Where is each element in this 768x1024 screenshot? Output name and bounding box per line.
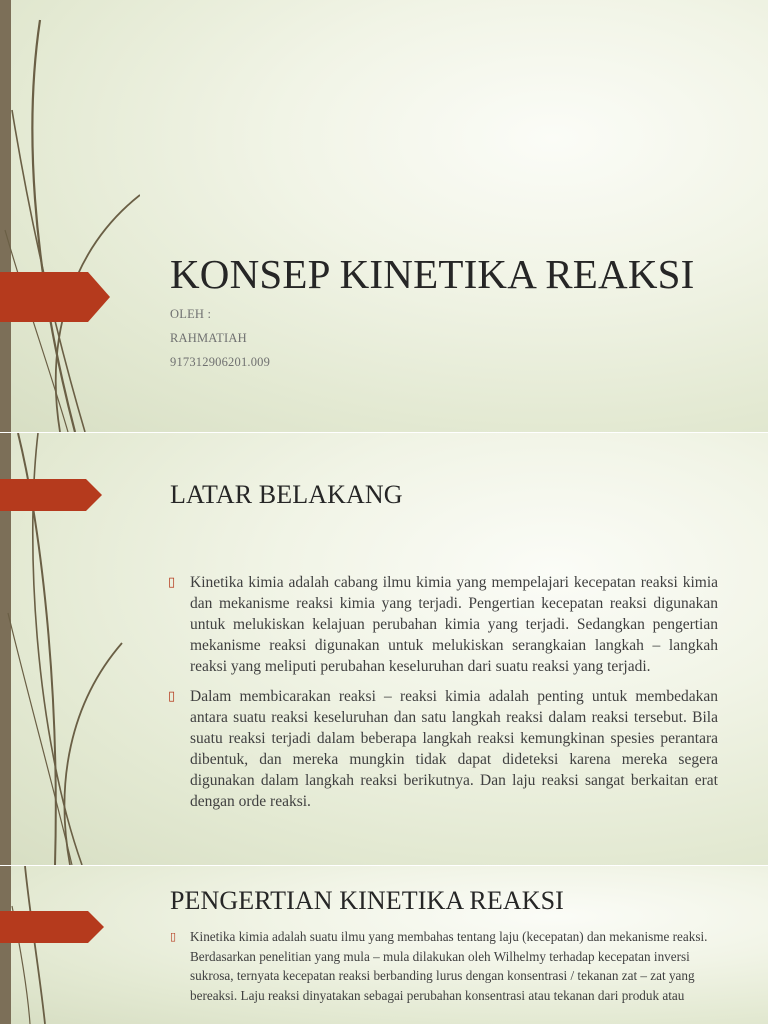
- subtitle-line-author: RAHMATIAH: [170, 331, 247, 345]
- decorative-swoosh-icon: [0, 866, 140, 1024]
- bullet-text: Kinetika kimia adalah cabang ilmu kimia yang mempelajari kecepatan reaksi kimia dan mekanisme reaksi kimia yang terjadi. Pengertian kecepatan reaksi digunakan untuk melukiskan kelajuan perubahan kimia yang terjadi. Sedangkan pengertian mekanisme reaksi digunakan untuk melukiskan serangkaian langkah – langkah reaksi yang meliputi perubahan keseluruhan dari suatu reaksi yang terjadi.: [190, 574, 718, 675]
- subtitle-line-by: OLEH :: [170, 307, 212, 321]
- list-item: [168, 686, 718, 812]
- presentation-title: KONSEP KINETIKA REAKSI: [170, 251, 695, 297]
- bullet-text: Dalam membicarakan reaksi – reaksi kimia adalah penting untuk membedakan antara suatu reaksi keseluruhan dan satu langkah reaksi dalam reaksi tersebut. Bila suatu reaksi terjadi dalam beberapa langkah reaksi kemungkinan spesies perantara dibentuk, dan mereka mungkin tidak dapat dideteksi karena mereka segera digunakan dalam langkah reaksi berikutnya. Dan laju reaksi sangat berkaitan erat dengan orde reaksi.: [190, 688, 718, 810]
- heading-latar-belakang: LATAR BELAKANG: [170, 480, 403, 509]
- square-bullet-icon: ▯: [170, 930, 177, 943]
- bullet-list-latar-belakang: [168, 572, 718, 821]
- list-item: [170, 927, 710, 1005]
- slide-side-bar: [0, 0, 11, 432]
- bullet-text: Kinetika kimia adalah suatu ilmu yang membahas tentang laju (kecepatan) dan mekanisme reaksi. Berdasarkan penelitian yang mula – mula dilakukan oleh Wilhelmy terhadap kecepatan inversi sukrosa, ternyata kecepatan reaksi berbanding lurus dengan konsentrasi / tekanan zat – zat yang bereaksi. Laju reaksi dinyatakan sebagai perubahan konsentrasi atau tekanan dari produk atau: [190, 929, 708, 1003]
- square-bullet-icon: ▯: [168, 575, 176, 590]
- bullet-list-pengertian: [170, 927, 710, 1005]
- decorative-swoosh-icon: [0, 0, 140, 432]
- slide-side-bar: [0, 866, 11, 1024]
- heading-accent-tab: [0, 911, 106, 943]
- heading-pengertian: PENGERTIAN KINETIKA REAKSI: [170, 886, 564, 915]
- title-accent-tab: [0, 272, 112, 322]
- heading-accent-tab: [0, 479, 104, 511]
- slide-side-bar: [0, 433, 11, 865]
- subtitle-line-id: 917312906201.009: [170, 355, 271, 369]
- decorative-swoosh-icon: [0, 433, 140, 865]
- square-bullet-icon: ▯: [168, 689, 176, 704]
- slide-title: [0, 0, 768, 432]
- list-item: [168, 572, 718, 677]
